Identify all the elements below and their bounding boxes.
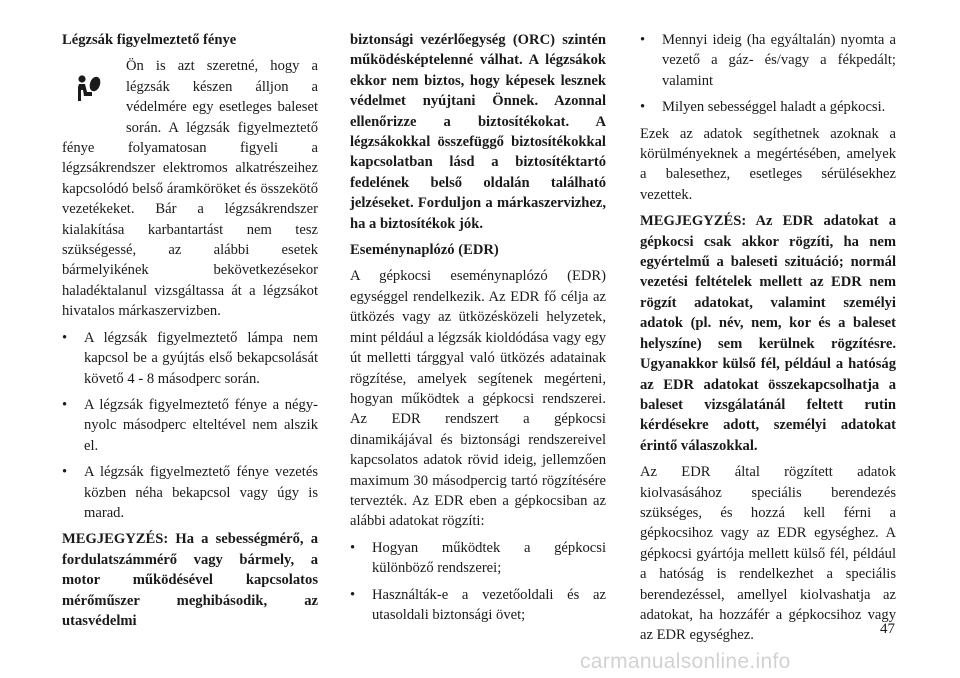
section-heading-edr: Eseménynaplózó (EDR) — [350, 242, 499, 259]
bullet-mark: • — [640, 99, 646, 116]
edr-data-paragraph: Ezek az adatok segíthetnek azoknak a körülményeknek a megértésében, amelyek a balesethez, esetleges sérülésekhez vezettek. — [640, 125, 896, 203]
edr-bullet-list — [350, 538, 606, 626]
bullet-mark: • — [350, 539, 356, 556]
airbag-bullet-list — [62, 328, 318, 524]
column-middle — [350, 30, 606, 631]
note-speedometer: MEGJEGYZÉS: Ha a sebességmérő, a fordulatszámmérő vagy bármely, a motor működésével kapcsolatos mérőműszer meghibásodik, az utasvédelmi — [62, 531, 318, 629]
section-heading-airbag: Légzsák figyelmeztető fénye — [62, 32, 237, 48]
list-item: • A légzsák figyelmeztető lámpa nem kapcsol be a gyújtás első bekapcsolását követő 4 - 8 másodperc során. — [62, 329, 318, 387]
note-edr: MEGJEGYZÉS: Az EDR adatokat a gépkocsi csak akkor rögzíti, ha nem egyértelmű a baleseti szituáció; normál vezetési feltételek mellett az EDR nem rögzít adatokat, valamint személyi adatok (pl. név, nem, kor és a baleset helyszíne) sem kerülnek rögzítésre. Ugyanakkor külső fél, például a hatóság az EDR adatokat összekapcsolhatja a baleset vizsgálatánál feltett rutin kérdésekre adott, személyi adatokat érintő válaszokkal. — [640, 213, 896, 454]
watermark: carmanualsonline.info — [580, 650, 791, 673]
column-left — [62, 30, 318, 637]
list-item: • Milyen sebességgel haladt a gépkocsi. — [640, 97, 896, 117]
bullet-mark: • — [62, 464, 68, 481]
page-number: 47 — [880, 621, 895, 637]
list-item: • Használták-e a vezetőoldali és az utasoldali biztonsági övet; — [350, 586, 606, 623]
note-speedometer-continued: biztonsági vezérlőegység (ORC) szintén működésképtelenné válhat. A légzsákok ekkor nem biztos, hogy képesek lesznek védelmet nyújtani Önnek. Azonnal ellenőrizze a biztosítékokat. A légzsákokkal összefüggő biztosítékokkal kapcsolatban lásd a biztosítéktartó fedelének belső oldalán található jelzéseket. Forduljon a márkaszervizhez, ha a biztosítékok jók. — [350, 32, 606, 232]
airbag-intro-text: Ön is azt szeretné, hogy a légzsák készen álljon a védelmére egy esetleges baleset során. A légzsák figyelmeztető fénye folyamatosan figyeli a légzsákrendszer elektromos alkatrészeihez kapcsolódó belső áramköröket és összekötő vezetékeket. Bár a légzsákrendszer kialakítása karbantartást nem tesz szükségessé, az alábbi esetek bármelyikének bekövetkezésekor haladéktalanul vizsgáltassa át a légzsákot hivatalos márkaszervizben. — [62, 58, 318, 320]
bullet-mark: • — [350, 586, 356, 603]
edr-readout-paragraph: Az EDR által rögzített adatok kiolvasásához speciális berendezés szükséges, és hozzá kell férni a gépkocsihoz vagy az EDR egységhez. A gépkocsi gyártója mellett külső fél, például a hatóság is rendelkezhet a speciális berendezéssel, amellyel kiolvashatja az adatokat, ha hozzáfér a gépkocsihoz vagy az EDR egységhez. — [640, 464, 896, 644]
airbag-intro — [62, 56, 318, 321]
list-item: • Mennyi ideig (ha egyáltalán) nyomta a vezető a gáz- és/vagy a fékpedált; valamint — [640, 32, 896, 89]
list-item: • Hogyan működtek a gépkocsi különböző rendszerei; — [350, 539, 606, 577]
bullet-mark: • — [62, 396, 68, 413]
bullet-mark: • — [640, 32, 646, 48]
airbag-warning-icon — [58, 64, 122, 124]
edr-paragraph: A gépkocsi eseménynaplózó (EDR) egységgel rendelkezik. Az EDR fő célja az ütközés vagy az ütközésközeli helyzetek, mint például a légzsák kioldódása vagy egy út melletti tárggyal való ütközés adatainak rögzítése, amelyek segítenek megérteni, hogyan működtek a gépkocsi rendszerei. Az EDR rendszert a gépkocsi dinamikájával és biztonsági rendszereivel kapcsolatos adatok rövid ideig, jellemzően maximum 30 másodpercig tartó rögzítésére tervezték. Az EDR eben a gépkocsiban az alábbi adatokat rögzíti: — [350, 268, 606, 530]
bullet-mark: • — [62, 329, 68, 346]
list-item: • A légzsák figyelmeztető fénye a négy-nyolc másodperc elteltével nem alszik el. — [62, 396, 318, 454]
column-right — [640, 30, 896, 652]
list-item: • A légzsák figyelmeztető fénye vezetés közben néha bekapcsol vagy úgy is marad. — [62, 464, 318, 521]
edr-bullet-list-continued — [640, 30, 896, 118]
